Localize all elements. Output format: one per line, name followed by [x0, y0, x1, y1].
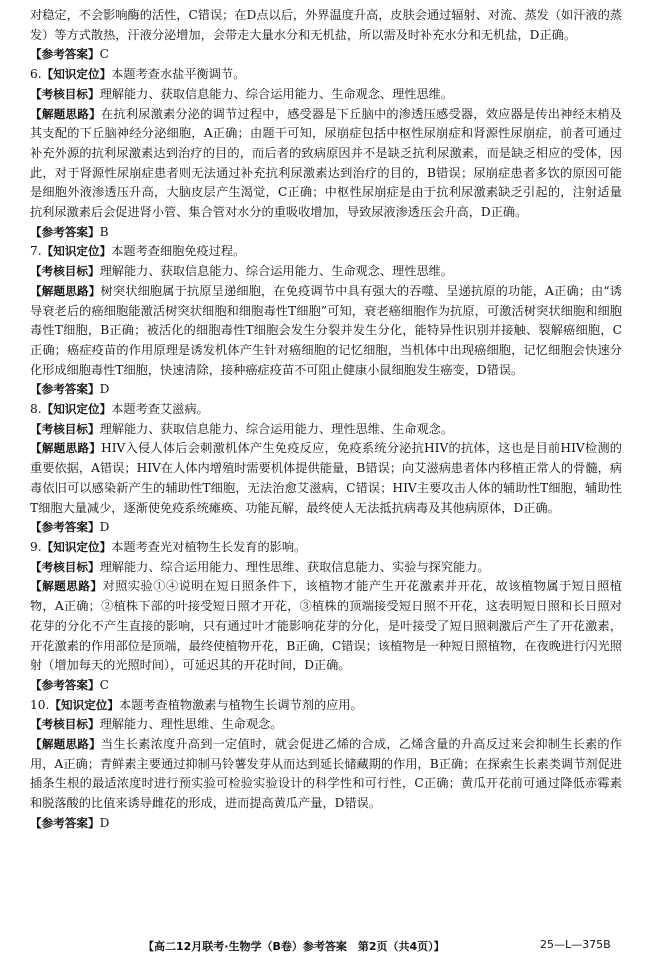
intro-text: 对稳定，不会影响酶的活性，C错误；在D点以后，外界温度升高，皮肤会通过辐射、对流、蒸发（如汗液的蒸发）等方式散热，汗液分泌增加，会带走大量水分和无机盐，所以需及时补充水分和无机盐，D正确。 [30, 8, 622, 42]
answer-value: D [99, 815, 110, 830]
question-number: 9. [30, 539, 42, 554]
analysis-para [30, 735, 622, 814]
knowledge-label: 【知识定位】 [41, 539, 112, 554]
analysis-text: 在抗利尿激素分泌的调节过程中，感受器是下丘脑中的渗透压感受器，效应器是传出神经末梢及其支配的下丘脑神经分泌细胞，A正确；由题干可知，尿崩症包括中枢性尿崩症和肾源性尿崩症，前者可通过补充外源的抗利尿激素达到治疗的目的，而后者的致病原因并不是缺乏抗利尿激素，而是缺乏相应的受体，因此，对于肾源性尿崩症患者则无法通过补充抗利尿激素达到治疗的目的，B错误；尿崩症患者多饮的原因可能是细胞外液渗透压升高，大脑皮层产生渴觉，C正确；中枢性尿崩症是由于抗利尿激素缺乏引起的，注射适量抗利尿激素后会促进肾小管、集合管对水分的重吸收增加，导致尿液渗透压会升高，D正确。 [30, 106, 622, 220]
answer-label: 【参考答案】 [30, 382, 100, 397]
goal-text: 理解能力、获取信息能力、综合运用能力、生命观念、理性思维。 [99, 264, 454, 279]
answer-value: C [99, 677, 109, 692]
question-9 [30, 538, 622, 696]
knowledge-label: 【知识定位】 [41, 402, 112, 417]
answer-value: D [99, 382, 110, 397]
answer-value: C [99, 47, 109, 62]
goal-label: 【考核目标】 [30, 421, 100, 436]
analysis-label: 【解题思路】 [30, 737, 101, 752]
intro-answer [30, 45, 622, 65]
knowledge-label: 【知识定位】 [49, 697, 119, 712]
analysis-text: 树突状细胞属于抗原呈递细胞，在免疫调节中具有强大的吞噬、呈递抗原的功能，A正确；由“诱导衰老后的癌细胞能激活树突状细胞和细胞毒性T细胞”可知，衰老癌细胞作为抗原，可激活树突状细胞和细胞毒性T细胞，B正确；被活化的细胞毒性T细胞会发生分裂并发生分化，能特异性识别并接触、裂解癌细胞，C正确；癌症疫苗的作用原理是诱发机体产生针对癌细胞的记忆细胞，当机体中出现癌细胞，记忆细胞会快速分化形成细胞毒性T细胞，快速清除，接种癌症疫苗不可阻止健康小鼠细胞发生癌变，D错误。 [30, 283, 622, 377]
analysis-para [30, 577, 622, 676]
goal-label: 【考核目标】 [30, 264, 100, 279]
knowledge-line [30, 538, 622, 558]
knowledge-label: 【知识定位】 [41, 244, 112, 259]
knowledge-line [30, 696, 622, 716]
analysis-para [30, 282, 622, 381]
analysis-label: 【解题思路】 [30, 106, 101, 121]
analysis-text: 对照实验①④说明在短日照条件下，该植物才能产生开花激素并开花，故该植物属于短日照植物，A正确；②植株下部的叶接受短日照才开花，③植株的顶端接受短日照不开花，这表明短日照和长日照对花芽的分化不产生直接的影响，只有通过叶才能影响花芽的分化，是叶接受了短日照刺激后产生了开花激素，开花激素的作用部位是顶端，最终使植物开花，B正确，C错误；该植物是一种短日照植物，在夜晚进行闪光照射（增加每天的光照时间），可延迟其的开花时间，D正确。 [30, 579, 622, 673]
question-number: 8. [30, 402, 42, 417]
answer-label: 【参考答案】 [30, 47, 100, 62]
analysis-label: 【解题思路】 [30, 441, 102, 456]
answer-value: D [99, 520, 110, 535]
goal-label: 【考核目标】 [30, 717, 100, 732]
answer-label: 【参考答案】 [30, 815, 100, 830]
answer-page [30, 6, 622, 834]
goal-text: 理解能力、获取信息能力、综合运用能力、生命观念、理性思维。 [99, 86, 454, 101]
question-8 [30, 400, 622, 538]
knowledge-label: 【知识定位】 [41, 67, 112, 82]
goal-line [30, 262, 622, 282]
goal-label: 【考核目标】 [30, 559, 100, 574]
answer-line [30, 518, 622, 538]
question-number: 6. [30, 67, 42, 82]
goal-text: 理解能力、获取信息能力、综合运用能力、理性思维、生命观念。 [99, 421, 454, 436]
goal-text: 理解能力、理性思维、生命观念。 [99, 717, 283, 732]
knowledge-text: 本题考查水盐平衡调节。 [111, 67, 246, 82]
question-7 [30, 242, 622, 400]
answer-line [30, 223, 622, 243]
knowledge-line [30, 242, 622, 262]
goal-label: 【考核目标】 [30, 86, 100, 101]
goal-line [30, 85, 622, 105]
footer-code: 25—L—375B [540, 938, 611, 951]
analysis-text: 当生长素浓度升高到一定值时，就会促进乙烯的合成，乙烯含量的升高反过来会抑制生长素的作用，A正确；青鲜素主要通过抑制马铃薯发芽从而达到延长储藏期的作用，B正确；在探索生长素类调节剂促进插条生根的最适浓度时进行预实验可检验实验设计的科学性和可行性，C正确；黄瓜开花前可通过降低赤霉素和脱落酸的比值来诱导雌花的形成，进而提高黄瓜产量，D错误。 [30, 737, 622, 811]
answer-label: 【参考答案】 [30, 224, 100, 239]
question-number: 10. [30, 697, 50, 712]
knowledge-line [30, 400, 622, 420]
knowledge-text: 本题考查细胞免疫过程。 [111, 244, 246, 259]
analysis-para [30, 439, 622, 518]
goal-text: 理解能力、综合运用能力、理性思维、获取信息能力、实验与探究能力。 [99, 559, 490, 574]
question-6 [30, 65, 622, 242]
knowledge-text: 本题考查植物激素与植物生长调节剂的应用。 [118, 697, 363, 712]
footer-title: 【高二12月联考·生物学（B卷）参考答案 第2页（共4页）】 [143, 940, 445, 953]
knowledge-text: 本题考查光对植物生长发育的影响。 [111, 539, 307, 554]
question-10 [30, 696, 622, 834]
question-number: 7. [30, 244, 42, 259]
analysis-label: 【解题思路】 [30, 579, 103, 594]
analysis-label: 【解题思路】 [30, 283, 101, 298]
analysis-para [30, 105, 622, 223]
goal-line [30, 715, 622, 735]
knowledge-line [30, 65, 622, 85]
answer-line [30, 814, 622, 834]
goal-line [30, 558, 622, 578]
answer-line [30, 676, 622, 696]
answer-line [30, 380, 622, 400]
analysis-text: HIV入侵人体后会刺激机体产生免疫反应，免疫系统分泌抗HIV的抗体，这也是目前HIV检测的重要依据，A错误；HIV在人体内增殖时需要机体提供能量，B错误；向艾滋病患者体内移植正常人的骨髓，病毒依旧可以感染新产生的辅助性T细胞，无法治愈艾滋病，C错误；HIV主要攻击人体的辅助性T细胞，辅助性T细胞大量减少，逐渐使免疫系统瘫痪、功能瓦解，最终使人无法抵抗病毒及其他病原体，D正确。 [30, 441, 622, 515]
goal-line [30, 420, 622, 440]
knowledge-text: 本题考查艾滋病。 [111, 402, 209, 417]
answer-label: 【参考答案】 [30, 677, 100, 692]
answer-value: B [99, 224, 109, 239]
answer-label: 【参考答案】 [30, 520, 100, 535]
